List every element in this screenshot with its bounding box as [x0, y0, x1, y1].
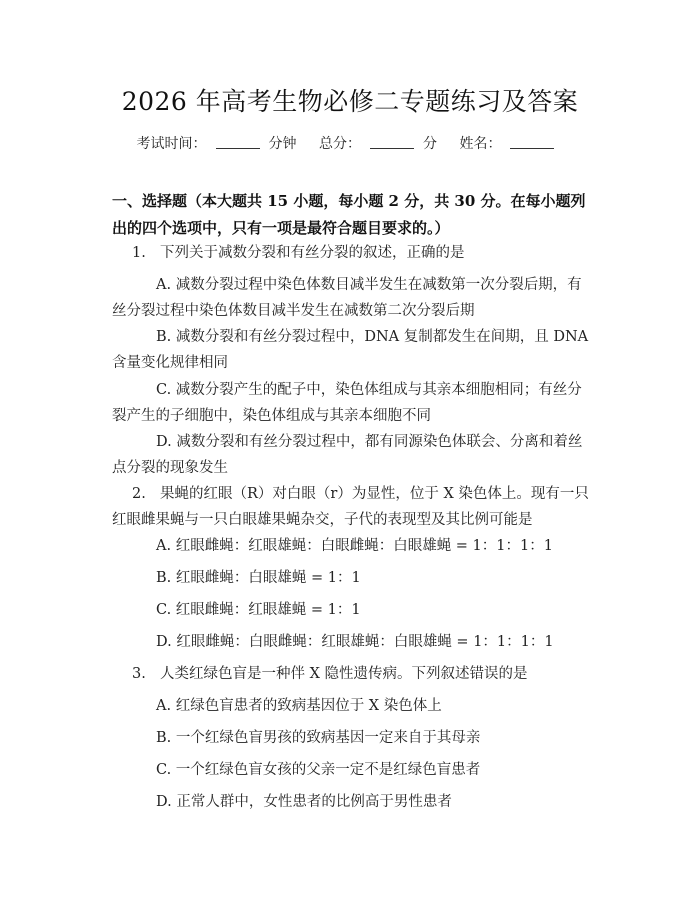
- page-title: 2026 年高考生物必修二专题练习及答案: [121, 87, 579, 116]
- option-text: A. 红绿色盲患者的致病基因位于 X 染色体上: [156, 698, 442, 714]
- exam-info-line: [0, 133, 700, 153]
- question-1: [112, 240, 592, 266]
- question-text: 下列关于减数分裂和有丝分裂的叙述，正确的是: [160, 245, 465, 261]
- time-blank: [216, 136, 260, 149]
- score-unit: 分: [423, 136, 437, 152]
- question-stem: [112, 661, 592, 687]
- time-unit: 分钟: [268, 136, 297, 152]
- question-stem: [112, 481, 592, 533]
- option-text: C. 一个红绿色盲女孩的父亲一定不是红绿色盲患者: [156, 762, 481, 778]
- option-2d: [112, 629, 592, 655]
- option-2a: [112, 533, 592, 559]
- option-text: B. 减数分裂和有丝分裂过程中，DNA 复制都发生在间期，且 DNA 含量变化规律相同: [112, 329, 589, 371]
- option-text: D. 红眼雌蝇：白眼雌蝇：红眼雄蝇：白眼雄蝇 = 1：1：1：1: [156, 634, 554, 650]
- option-text: B. 红眼雌蝇：白眼雄蝇 = 1：1: [156, 570, 361, 586]
- question-number: 2.: [132, 486, 146, 502]
- option-3d: [112, 789, 592, 815]
- option-2c: [112, 597, 592, 623]
- name-blank: [510, 136, 554, 149]
- option-1c: [112, 377, 592, 429]
- option-text: D. 减数分裂和有丝分裂过程中，都有同源染色体联会、分离和着丝点分裂的现象发生: [112, 434, 583, 476]
- option-text: C. 红眼雌蝇：红眼雄蝇 = 1：1: [156, 602, 361, 618]
- option-text: C. 减数分裂产生的配子中，染色体组成与其亲本细胞相同；有丝分裂产生的子细胞中，染色体组成与其亲本细胞不同: [112, 382, 582, 424]
- time-label: 考试时间：: [136, 136, 207, 152]
- score-blank: [370, 136, 414, 149]
- option-1d: [112, 429, 592, 481]
- score-field: [319, 136, 437, 152]
- time-field: [137, 136, 297, 152]
- question-2: [112, 481, 592, 533]
- option-text: B. 一个红绿色盲男孩的致病基因一定来自于其母亲: [156, 730, 481, 746]
- option-3c: [112, 757, 592, 783]
- section-heading: 一、选择题（本大题共 15 小题，每小题 2 分，共 30 分。在每小题列出的四个选项中，只有一项是最符合题目要求的。）: [112, 192, 586, 237]
- option-3b: [112, 725, 592, 751]
- name-label: 姓名：: [459, 136, 502, 152]
- question-3: [112, 661, 592, 687]
- option-text: D. 正常人群中，女性患者的比例高于男性患者: [156, 794, 452, 810]
- option-text: A. 红眼雌蝇：红眼雄蝇：白眼雌蝇：白眼雄蝇 = 1：1：1：1: [156, 538, 553, 554]
- question-text: 人类红绿色盲是一种伴 X 隐性遗传病。下列叙述错误的是: [160, 666, 528, 682]
- name-field: [459, 136, 563, 152]
- question-number: 1.: [132, 245, 146, 261]
- option-text: A. 减数分裂过程中染色体数目减半发生在减数第一次分裂后期，有丝分裂过程中染色体数目减半发生在减数第二次分裂后期: [112, 277, 582, 319]
- option-1b: [112, 324, 592, 376]
- option-3a: [112, 693, 592, 719]
- question-number: 3.: [132, 666, 146, 682]
- score-label: 总分：: [319, 136, 361, 152]
- option-2b: [112, 565, 592, 591]
- option-1a: [112, 272, 592, 324]
- question-text: 果蝇的红眼（R）对白眼（r）为显性，位于 X 染色体上。现有一只红眼雌果蝇与一只白眼雄果蝇杂交，子代的表现型及其比例可能是: [112, 486, 589, 528]
- question-stem: [112, 240, 592, 266]
